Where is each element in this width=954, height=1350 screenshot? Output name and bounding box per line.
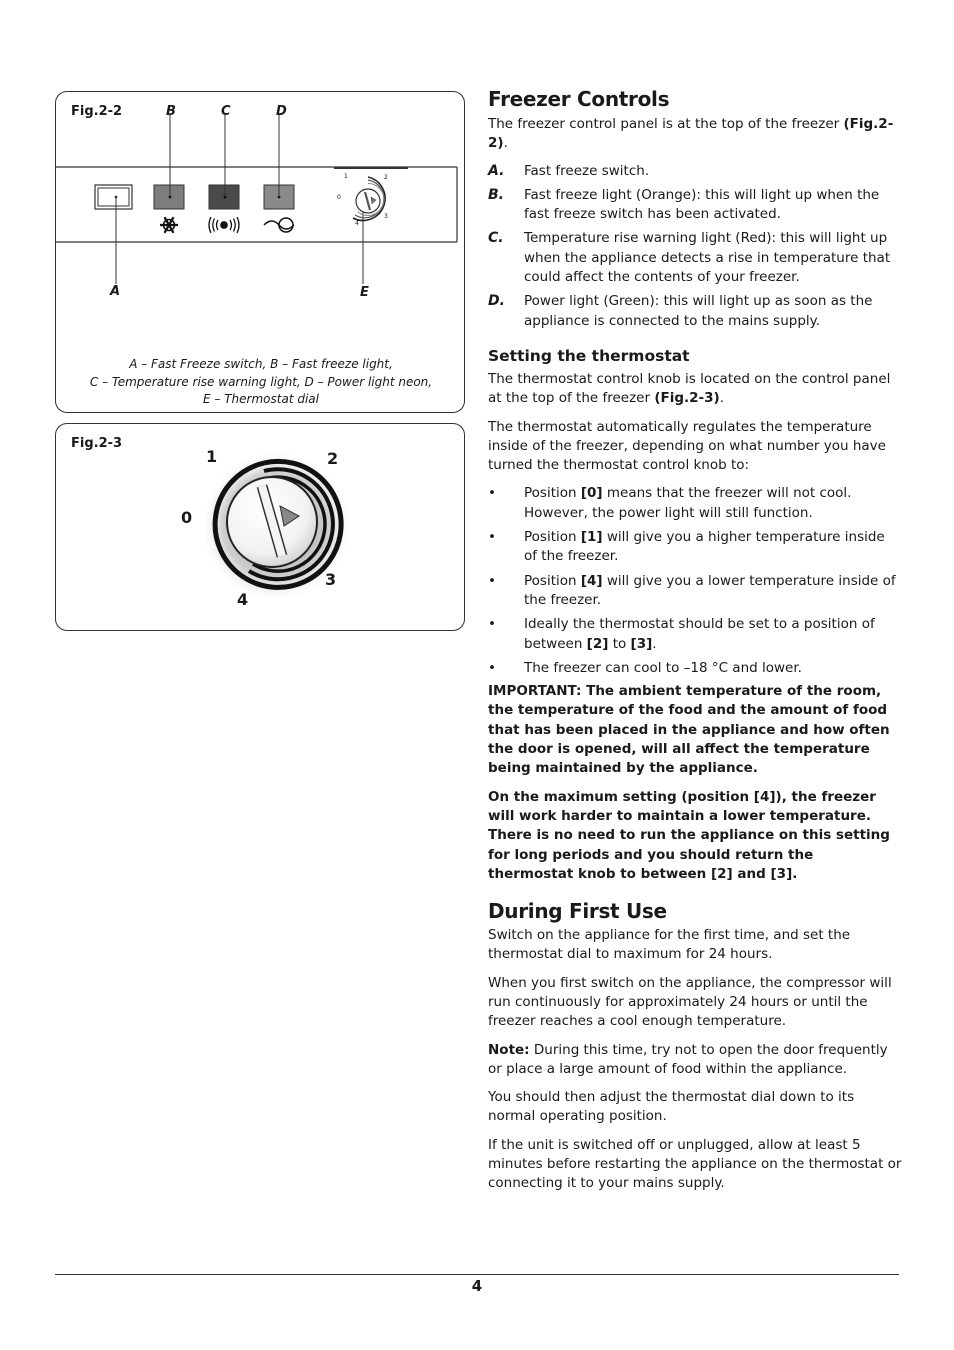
important-note [488,682,902,778]
bullet-text: will give you a lower temperature inside of the freezer. [524,572,896,608]
knob-number-2: 2 [327,449,339,468]
intro-text-end: . [503,135,508,152]
dial-number-2: 2 [384,174,388,181]
first-use-p1: Switch on the appliance for the first time, and set the thermostat dial to maximum for 24 hours. [488,927,851,963]
item-text: Fast freeze light (Orange): this will light up when the fast freeze switch has been activated. [524,186,880,223]
bullet-dot: • [488,616,496,633]
bullet-text: to [608,635,631,652]
item-text: Fast freeze switch. [524,162,650,179]
p1-text: The thermostat control knob is located on the control panel at the top of the freezer [488,370,891,407]
item-key: B. [488,186,504,203]
knob-number-4: 4 [237,590,249,609]
label-e: E [360,285,369,300]
snowflake-icon [160,217,178,233]
freezer-controls-intro [488,115,902,154]
knob-number-3: 3 [325,570,337,589]
figure-2-2 [55,91,465,413]
dial-number-3: 3 [384,213,388,220]
bullet-text: Position [524,572,581,589]
thermostat-heading: Setting the thermostat [488,346,690,365]
label-d: D [276,104,287,119]
caption-line: C – Temperature rise warning light, D – Power light neon, [89,374,433,389]
label-b: B [166,104,176,119]
bullet-dot: • [488,529,496,546]
bullet-text: will give you a higher temperature inside of the freezer. [524,529,885,565]
temperature-warning-light [209,185,239,209]
bullet-dot: • [488,572,496,589]
page-number: 4 [471,1277,483,1295]
figure-2-3 [55,423,465,631]
p1-text-end: . [719,390,724,407]
bullet-ideal-setting [488,615,902,654]
bullet-value: [3] [630,635,653,652]
intro-figure-ref: (Fig.2-2) [488,116,894,152]
first-use-p5: If the unit is switched off or unplugged, allow at least 5 minutes before restarting the appliance on the thermostat or connecting it to your mains supply. [488,1136,902,1192]
footer-rule [55,1274,899,1275]
first-use-p2: When you first switch on the appliance, the compressor will run continuously for approximately 24 hours or until the freezer reaches a cool enough temperature. [488,974,892,1030]
knob-number-0: 0 [181,508,193,527]
note-label: Note: [488,1041,530,1058]
bullet-position-0 [488,484,902,523]
bullet-value: [2] [586,635,609,652]
label-a: A [110,284,121,299]
thermostat-knob-drawing [206,444,376,624]
bullet-position-4 [488,572,902,611]
intro-text: The freezer control panel is at the top of the freezer [488,116,844,132]
bullet-position-1 [488,528,902,567]
first-use-heading: During First Use [488,899,667,924]
bullet-text: means that the freezer will not cool. However, the power light will still function. [524,485,852,521]
control-panel-drawing [56,92,464,352]
knob-number-1: 1 [206,447,218,466]
bullet-value: [1] [580,529,603,546]
figure-2-3-label: Fig.2-3 [71,436,123,451]
caption-line: E – Thermostat dial [203,392,319,406]
dial-number-1: 1 [344,173,348,180]
label-c: C [221,104,231,119]
right-column [488,86,902,1194]
figure-2-2-caption [56,356,466,409]
thermostat-p1 [488,370,902,409]
fast-freeze-light [154,185,184,209]
important-text: The ambient temperature of the room, the temperature of the food and the amount of food that has been placed in the appliance and how often the door is opened, will all affect the temperature being maintained by the appliance. [488,683,890,777]
bullet-text: The freezer can cool to –18 °C and lower. [524,659,802,676]
item-key: D. [488,293,505,310]
max-setting-note: On the maximum setting (position [4]), the freezer will work harder to maintain a lower temperature. There is no need to run the appliance on this setting for long periods and you should return the thermostat knob to between [2] and [3]. [488,788,890,882]
item-key: A. [488,162,505,179]
control-item-a [488,162,902,181]
caption-line: A – Fast Freeze switch, B – Fast freeze light, [129,357,393,371]
power-icon [264,218,294,232]
dial-number-0: 0 [337,194,341,201]
item-text: Temperature rise warning light (Red): this will light up when the appliance detects a rise in temperature that could affect the contents of your freezer. [524,230,891,286]
control-item-b [488,186,902,225]
first-use-p4: You should then adjust the thermostat dial down to its normal operating position. [488,1089,855,1125]
alarm-icon [209,217,239,233]
bullet-cool-temp [488,659,902,678]
bullet-text: Position [524,529,581,546]
item-text: Power light (Green): this will light up as soon as the appliance is connected to the mains supply. [524,293,873,329]
control-list [488,162,902,331]
dial-number-4: 4 [355,220,359,227]
control-item-c [488,229,902,287]
thermostat-p2: The thermostat automatically regulates the temperature inside of the freezer, depending on what number you have turned the thermostat control knob to: [488,418,886,474]
bullet-text: . [652,635,657,652]
bullet-dot: • [488,485,496,502]
important-label: IMPORTANT: [488,683,582,700]
bullet-value: [0] [580,485,603,502]
note-text: During this time, try not to open the door frequently or place a large amount of food within the appliance. [488,1041,888,1077]
control-item-d [488,292,902,331]
fast-freeze-switch [95,185,132,209]
bullet-text: Ideally the thermostat should be set to a position of between [524,616,875,652]
bullet-dot: • [488,659,496,676]
item-key: C. [488,230,504,247]
p1-figure-ref: (Fig.2-3) [654,390,720,407]
freezer-controls-heading: Freezer Controls [488,87,670,111]
bullet-value: [4] [580,572,603,589]
bullet-text: Position [524,485,581,502]
first-use-note [488,1041,902,1080]
thermostat-bullets [488,484,902,678]
thermostat-dial [353,177,385,220]
figure-2-2-label: Fig.2-2 [71,104,123,119]
